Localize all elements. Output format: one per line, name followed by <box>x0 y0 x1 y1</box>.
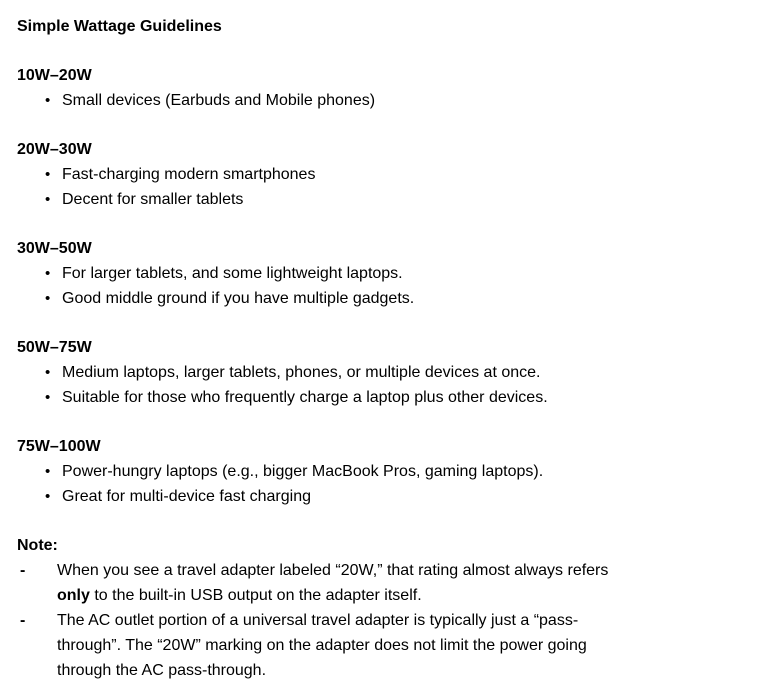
bullet-item <box>17 360 753 385</box>
bullet-icon: • <box>45 463 51 480</box>
bullet-text: For larger tablets, and some lightweight laptops. <box>62 265 403 282</box>
section-heading: 75W–100W <box>17 438 101 455</box>
note-item <box>17 558 753 608</box>
bullet-list <box>17 88 753 113</box>
bold-text: only <box>57 587 90 604</box>
bullet-text: Small devices (Earbuds and Mobile phones) <box>62 92 376 109</box>
wattage-section <box>17 137 753 212</box>
wattage-section <box>17 434 753 509</box>
note-item-text <box>57 558 753 608</box>
bullet-icon: • <box>45 364 51 381</box>
text-segment: through”. The “20W” marking on the adapter does not limit the power going <box>57 637 587 654</box>
bullet-item <box>17 484 753 509</box>
note-line <box>57 608 753 633</box>
bullet-icon: • <box>45 265 51 282</box>
bullet-item <box>17 261 753 286</box>
bullet-text: Great for multi-device fast charging <box>62 488 311 505</box>
dash-icon: - <box>20 562 26 579</box>
bullet-text: Decent for smaller tablets <box>62 191 244 208</box>
bullet-text: Power-hungry laptops (e.g., bigger MacBook Pros, gaming laptops). <box>62 463 544 480</box>
bullet-text: Suitable for those who frequently charge a laptop plus other devices. <box>62 389 548 406</box>
bullet-item <box>17 187 753 212</box>
text-segment: When you see a travel adapter labeled “20W,” that rating almost always refers <box>57 562 609 579</box>
note-line <box>57 583 753 608</box>
note-heading: Note: <box>17 537 58 554</box>
bullet-item <box>17 162 753 187</box>
note-line <box>57 558 753 583</box>
bullet-text: Good middle ground if you have multiple gadgets. <box>62 290 415 307</box>
bullet-icon: • <box>45 389 51 406</box>
wattage-section <box>17 236 753 311</box>
note-line <box>57 658 753 683</box>
wattage-section <box>17 63 753 113</box>
bullet-item <box>17 385 753 410</box>
text-segment: The AC outlet portion of a universal travel adapter is typically just a “pass- <box>57 612 579 629</box>
note-section <box>17 533 753 683</box>
page-title: Simple Wattage Guidelines <box>17 18 222 35</box>
section-heading: 50W–75W <box>17 339 92 356</box>
bullet-item <box>17 88 753 113</box>
bullet-list <box>17 162 753 212</box>
bullet-list <box>17 360 753 410</box>
bullet-text: Medium laptops, larger tablets, phones, or multiple devices at once. <box>62 364 541 381</box>
text-segment: to the built-in USB output on the adapter itself. <box>89 587 422 604</box>
section-heading: 10W–20W <box>17 67 92 84</box>
bullet-icon: • <box>45 92 51 109</box>
bullet-icon: • <box>45 191 51 208</box>
bullet-list <box>17 459 753 509</box>
note-items <box>17 558 753 683</box>
bullet-icon: • <box>45 290 51 307</box>
note-item-text <box>57 608 753 683</box>
bullet-text: Fast-charging modern smartphones <box>62 166 316 183</box>
wattage-section <box>17 335 753 410</box>
bullet-list <box>17 261 753 311</box>
note-item <box>17 608 753 683</box>
text-segment: through the AC pass-through. <box>57 662 267 679</box>
note-line <box>57 633 753 658</box>
wattage-sections <box>17 63 753 509</box>
bullet-item <box>17 459 753 484</box>
bullet-icon: • <box>45 166 51 183</box>
section-heading: 30W–50W <box>17 240 92 257</box>
dash-icon: - <box>20 612 26 629</box>
section-heading: 20W–30W <box>17 141 92 158</box>
bullet-icon: • <box>45 488 51 505</box>
bullet-item <box>17 286 753 311</box>
